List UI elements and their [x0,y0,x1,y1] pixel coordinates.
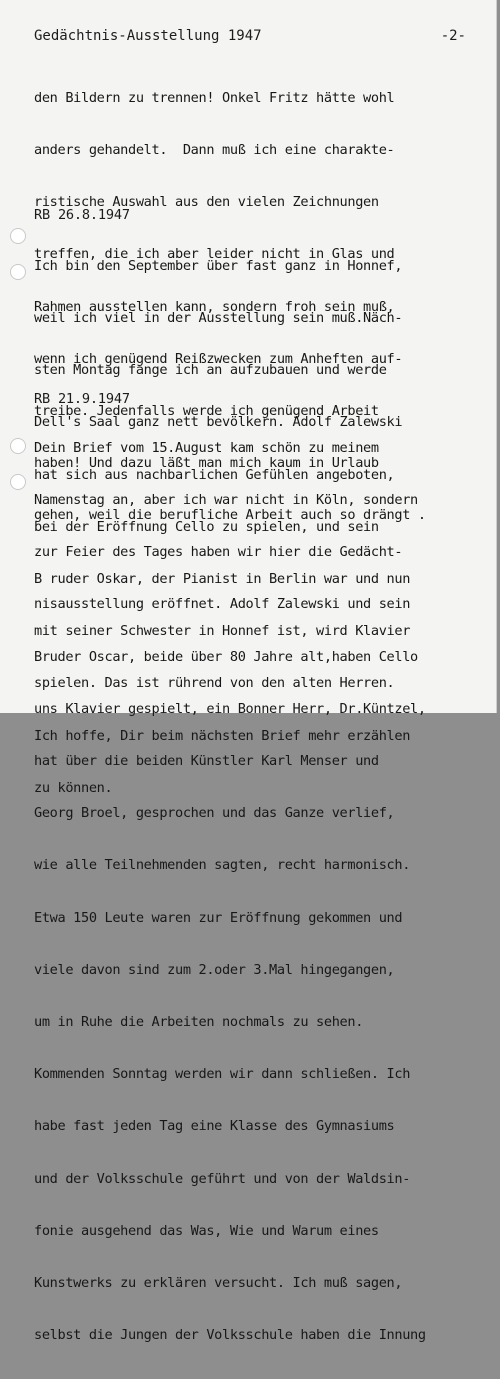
text-line: habe fast jeden Tag eine Klasse des Gymnasiums [34,1118,395,1135]
text-line: Kommenden Sonntag werden wir dann schließen. Ich [34,1066,411,1083]
text-line: nisausstellung eröffnet. Adolf Zalewski und sein [34,596,411,613]
text-line: viele davon sind zum 2.oder 3.Mal hingegangen, [34,961,395,978]
text-line: Dein Brief vom 15.August kam schön zu meinem [34,439,379,456]
text-line: gehen, weil die berufliche Arbeit auch so drängt . [34,507,426,524]
text-line: Rahmen ausstellen kann, sondern froh sein muß, [34,298,395,315]
punch-hole [10,264,26,280]
text-line: Ich hoffe, Dir beim nächsten Brief mehr erzählen [34,727,411,744]
text-section-3 [34,405,494,1379]
text-line: selbst die Jungen der Volksschule haben die Innung [34,1327,426,1344]
text-line: haben! Und dazu läßt man mich kaum in Urlaub [34,455,379,472]
punch-hole [10,438,26,454]
text-line: spielen. Das ist rührend von den alten Herren. [34,675,395,692]
text-line: Georg Broel, gesprochen und das Ganze verlief, [34,805,395,822]
text-line: und der Volksschule geführt und von der Waldsin- [34,1170,411,1187]
text-line: um in Ruhe die Arbeiten nochmals zu sehen. [34,1014,364,1031]
entry-date: RB 26.8.1947 [34,207,130,223]
text-line: treibe. Jedenfalls werde ich genügend Arbeit [34,403,379,420]
text-line: Ich bin den September über fast ganz in Honnef, [34,257,403,274]
text-line: weil ich viel in der Ausstellung sein muß.Näch- [34,310,403,327]
page-header [34,28,466,44]
text-line: hat sich aus nachbarlichen Gefühlen angeboten, [34,466,395,483]
text-line: treffen, die ich aber leider nicht in Glas und [34,246,395,263]
text-line: Kunstwerks zu erklären versucht. Ich muß sagen, [34,1275,403,1292]
text-line: B ruder Oskar, der Pianist in Berlin war und nun [34,571,411,588]
text-line: bei der Eröffnung Cello zu spielen, und sein [34,518,379,535]
text-line: hat über die beiden Künstler Karl Menser und [34,753,379,770]
punch-hole [10,474,26,490]
page-number: -2- [440,28,466,44]
text-line: sten Montag fange ich an aufzubauen und werde [34,362,387,379]
text-line: wie alle Teilnehmenden sagten, recht harmonisch. [34,857,411,874]
entry-date: RB 21.9.1947 [34,391,130,407]
text-line: zu können. [34,779,113,796]
text-line: Bruder Oscar, beide über 80 Jahre alt,haben Cello [34,648,418,665]
text-line: ristische Auswahl aus den vielen Zeichnungen [34,194,379,211]
text-line: anders gehandelt. Dann muß ich eine charakte- [34,142,395,159]
text-line: zur Feier des Tages haben wir hier die Gedächt- [34,544,403,561]
text-line: Dell's Saal ganz nett bevölkern. Adolf Zalewski [34,414,403,431]
text-line: den Bildern zu trennen! Onkel Fritz hätte wohl [34,89,395,106]
punch-hole [10,228,26,244]
text-line: mit seiner Schwester in Honnef ist, wird Klavier [34,623,411,640]
text-line: uns Klavier gespielt, ein Bonner Herr, Dr.Küntzel, [34,700,426,717]
text-line: wenn ich genügend Reißzwecken zum Anheften auf- [34,350,403,367]
page-title: Gedächtnis-Ausstellung 1947 [34,28,262,44]
text-line: fonie ausgehend das Was, Wie und Warum eines [34,1222,379,1239]
text-line: Namenstag an, aber ich war nicht in Köln, sondern [34,492,418,509]
text-line: Etwa 150 Leute waren zur Eröffnung gekommen und [34,909,403,926]
